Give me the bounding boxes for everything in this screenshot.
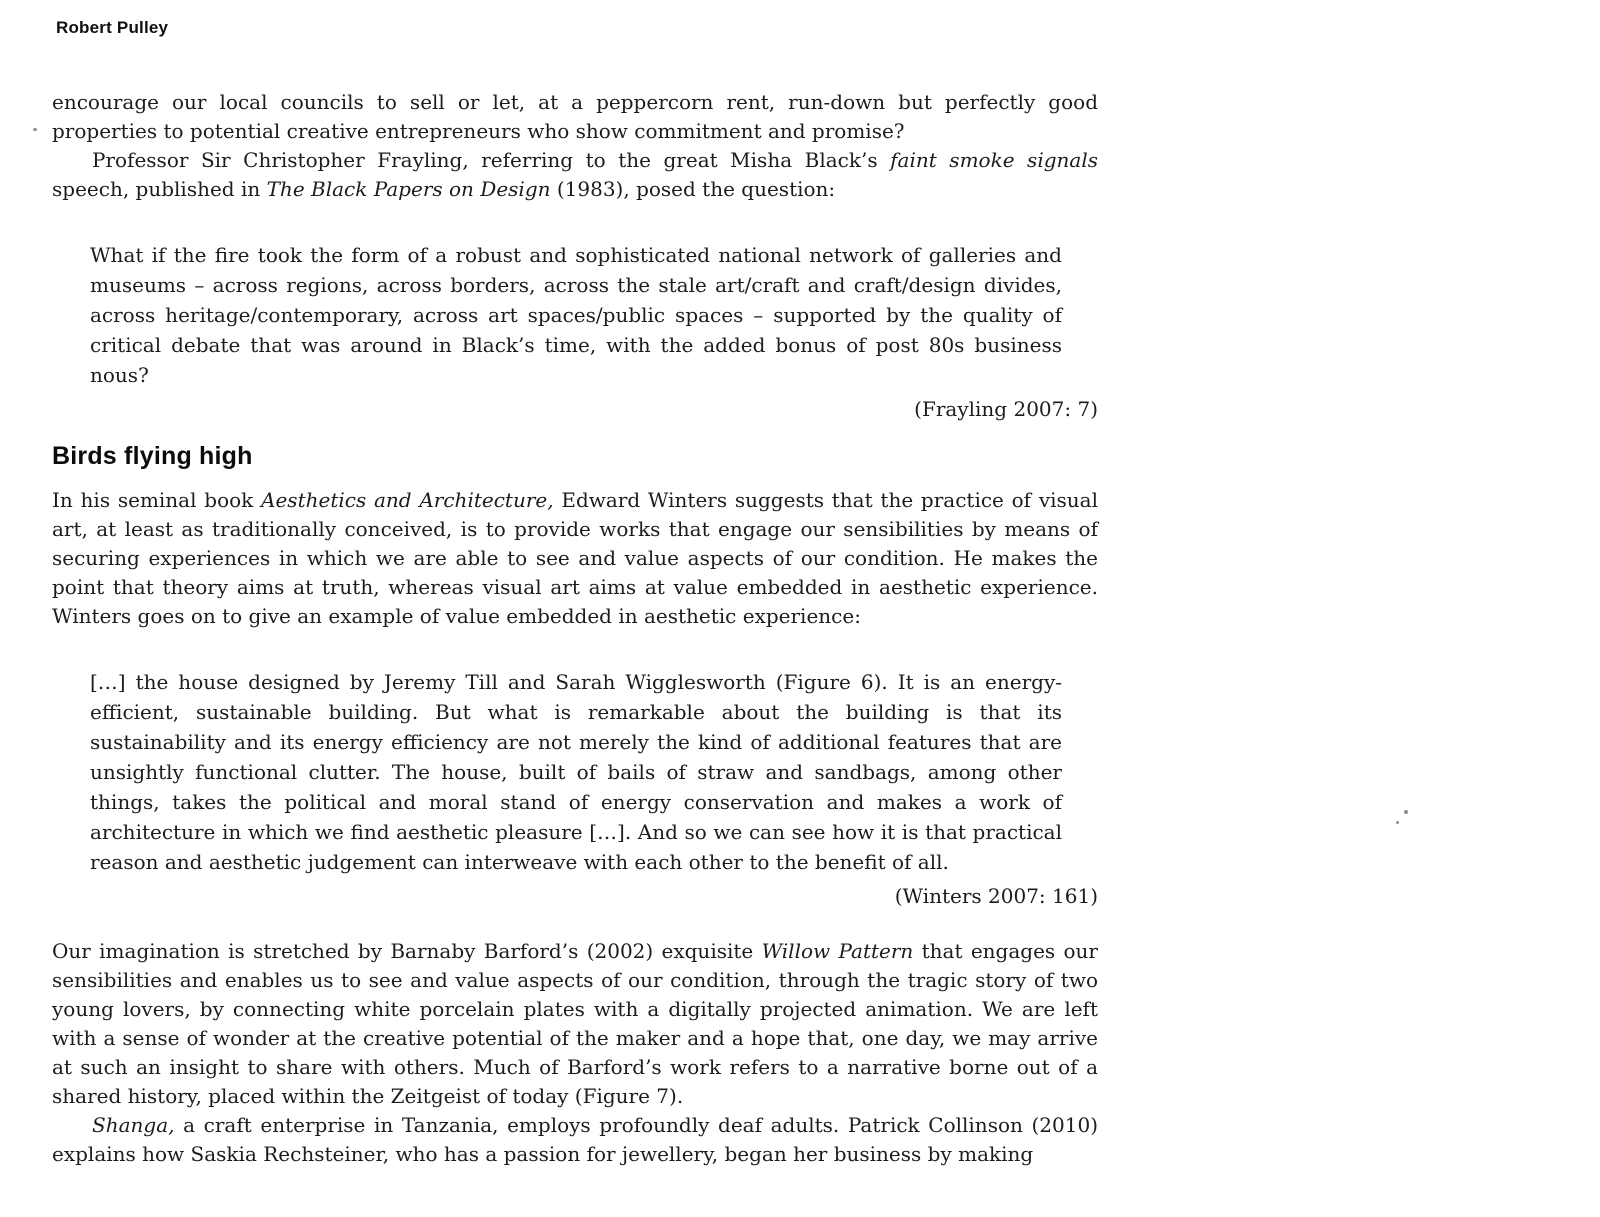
italic-text-segment: Willow Pattern bbox=[761, 939, 914, 963]
scan-speck bbox=[1396, 821, 1399, 824]
paragraph-continuation bbox=[52, 88, 1098, 146]
paragraph-winters bbox=[52, 486, 1098, 631]
text-segment: Professor Sir Christopher Frayling, referring to the great Misha Black’s bbox=[92, 148, 891, 172]
blockquote-winters bbox=[90, 667, 1062, 877]
citation-winters: (Winters 2007: 161) bbox=[894, 884, 1098, 908]
italic-text-segment: Aesthetics and Architecture, bbox=[261, 488, 554, 512]
paragraph-shanga bbox=[52, 1111, 1098, 1169]
text-segment: speech, published in bbox=[52, 177, 267, 201]
text-segment: Our imagination is stretched by Barnaby Barford’s (2002) exquisite bbox=[52, 939, 762, 963]
italic-text-segment: Shanga, bbox=[92, 1113, 175, 1137]
scan-speck bbox=[1404, 810, 1408, 814]
section-heading-birds-flying-high: Birds flying high bbox=[52, 442, 253, 470]
italic-text-segment: The Black Papers on Design bbox=[266, 177, 551, 201]
text-segment: (1983), posed the question: bbox=[550, 177, 836, 201]
blockquote-frayling bbox=[90, 240, 1062, 390]
text-segment: a craft enterprise in Tanzania, employs profoundly deaf adults. Patrick Collinson (2010) explains how Saskia Rechsteiner, who has a passion for jewellery, began her business by making bbox=[52, 1113, 1098, 1166]
running-header-author: Robert Pulley bbox=[56, 18, 169, 37]
scan-speck bbox=[33, 128, 37, 131]
text-segment: What if the fire took the form of a robust and sophisticated national network of galleries and museums – across regions, across borders, across the stale art/craft and craft/design divides, across heritage/contemporary, across art spaces/public spaces – supported by the quality of critical debate that was around in Black’s time, with the added bonus of post 80s business nous? bbox=[90, 243, 1062, 387]
paragraph-barford bbox=[52, 937, 1098, 1111]
text-column bbox=[52, 88, 1098, 1169]
italic-text-segment: faint smoke signals bbox=[890, 148, 1098, 172]
text-segment: encourage our local councils to sell or let, at a peppercorn rent, run-down but perfectly good properties to potential creative entrepreneurs who show commitment and promise? bbox=[52, 90, 1098, 143]
text-segment: Edward Winters suggests that the practice of visual art, at least as traditionally conceived, is to provide works that engage our sensibilities by means of securing experiences in which we are able to see and value aspects of our condition. He makes the point that theory aims at truth, whereas visual art aims at value embedded in aesthetic experience. Winters goes on to give an example of value embedded in aesthetic experience: bbox=[52, 488, 1099, 628]
text-segment: In his seminal book bbox=[52, 488, 262, 512]
paragraph-frayling-intro bbox=[52, 146, 1098, 204]
text-segment: that engages our sensibilities and enables us to see and value aspects of our condition, through the tragic story of two young lovers, by connecting white porcelain plates with a digitally projected animation. We are left with a sense of wonder at the creative potential of the maker and a hope that, one day, we may arrive at such an insight to share with others. Much of Barford’s work refers to a narrative borne out of a shared history, placed within the Zeitgeist of today (Figure 7). bbox=[52, 939, 1098, 1108]
citation-frayling: (Frayling 2007: 7) bbox=[914, 397, 1098, 421]
text-segment: […] the house designed by Jeremy Till and Sarah Wigglesworth (Figure 6). It is an energy-efficient, sustainable building. But what is remarkable about the building is that its sustainability and its energy efficiency are not merely the kind of additional features that are unsightly functional clutter. The house, built of bails of straw and sandbags, among other things, takes the political and moral stand of energy conservation and makes a work of architecture in which we find aesthetic pleasure […]. And so we can see how it is that practical reason and aesthetic judgement can interweave with each other to the benefit of all. bbox=[90, 670, 1062, 874]
